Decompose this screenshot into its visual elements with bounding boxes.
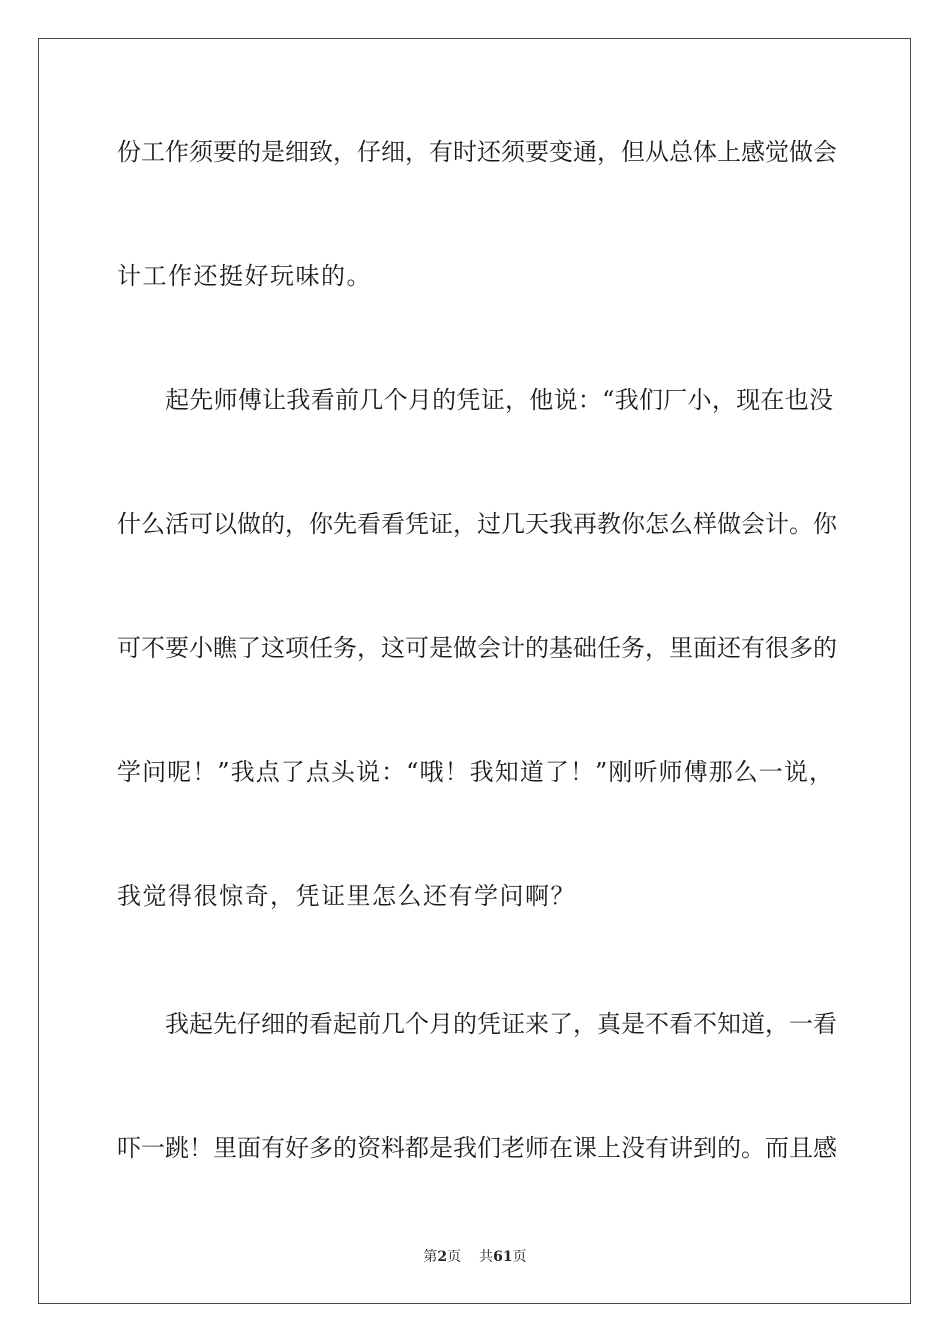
text-line-6: 学问呢！”我点了点头说：“哦！我知道了！”刚听师傅那么一说， — [117, 758, 833, 786]
text-line-3: 起先师傅让我看前几个月的凭证，他说：“我们厂小，现在也没 — [165, 386, 833, 414]
total-pages: 61 — [493, 1249, 513, 1265]
total-prefix: 共 — [479, 1249, 494, 1265]
page-footer — [0, 1248, 950, 1266]
text-line-2: 计工作还挺好玩味的。 — [117, 262, 372, 290]
page-suffix: 页 — [447, 1249, 462, 1265]
text-line-9: 吓一跳！里面有好多的资料都是我们老师在课上没有讲到的。而且感 — [117, 1134, 837, 1162]
page-number: 2 — [437, 1249, 448, 1265]
total-suffix: 页 — [512, 1249, 527, 1265]
text-line-5: 可不要小瞧了这项任务，这可是做会计的基础任务，里面还有很多的 — [117, 634, 837, 662]
text-line-8: 我起先仔细的看起前几个月的凭证来了，真是不看不知道，一看 — [165, 1010, 837, 1038]
text-line-4: 什么活可以做的，你先看看凭证，过几天我再教你怎么样做会计。你 — [117, 510, 837, 538]
text-line-1: 份工作须要的是细致，仔细，有时还须要变通，但从总体上感觉做会 — [117, 138, 837, 166]
page-prefix: 第 — [423, 1249, 438, 1265]
page-border — [38, 38, 911, 1304]
text-line-7: 我觉得很惊奇，凭证里怎么还有学问啊？ — [117, 882, 576, 910]
